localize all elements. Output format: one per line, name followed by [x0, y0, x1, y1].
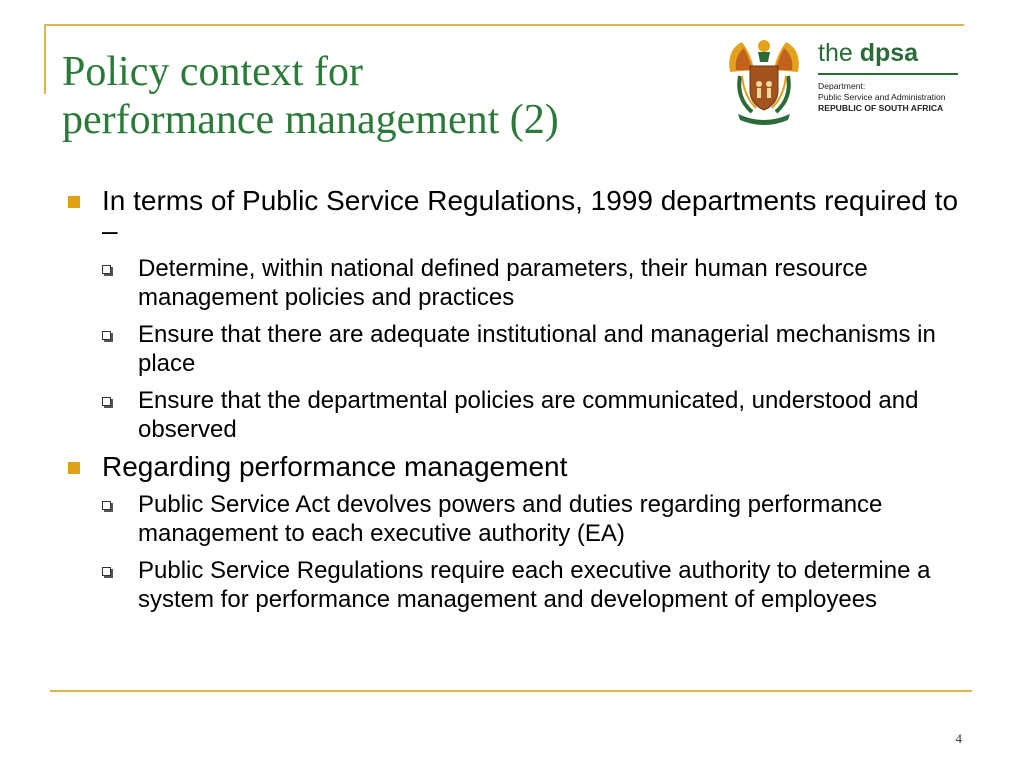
slide-content: [62, 186, 970, 622]
brand-line-psa: Public Service and Administration: [818, 92, 946, 102]
hollow-square-bullet-icon: [102, 265, 111, 274]
brand-prefix: the: [818, 39, 860, 67]
sub-bullet-item: [102, 386, 970, 444]
sub-bullet-item: [102, 490, 970, 548]
slide-title-line-1: Policy context for: [62, 49, 363, 95]
hollow-square-bullet-icon: [102, 567, 111, 576]
sub-bullet-item: [102, 556, 970, 614]
brand-name: [818, 38, 958, 68]
sub-bullet-item: [102, 254, 970, 312]
top-accent-rule: [44, 24, 964, 26]
square-bullet-icon: [68, 462, 80, 474]
brand-rule: [818, 73, 958, 75]
left-accent-rule: [44, 24, 46, 94]
sub-bullet-text: Ensure that there are adequate institutional and managerial mechanisms in place: [138, 321, 936, 377]
sub-bullet-text: Determine, within national defined parameters, their human resource management policies and practices: [138, 255, 868, 311]
bottom-accent-rule: [50, 690, 972, 692]
sub-bullet-text: Public Service Act devolves powers and duties regarding performance management to each executive authority (EA): [138, 491, 883, 547]
bullet-text: Regarding performance management: [102, 451, 568, 482]
dpsa-brand: [818, 38, 958, 114]
slide-title: [62, 48, 559, 144]
sub-bullet-text: Public Service Regulations require each executive authority to determine a system for performance management and development of employees: [138, 557, 931, 613]
bullet-item: [62, 452, 970, 614]
bullet-text: In terms of Public Service Regulations, 1999 departments required to –: [102, 185, 959, 246]
brand-line-department: Department:: [818, 81, 866, 91]
coat-of-arms-icon: [722, 32, 806, 128]
hollow-square-bullet-icon: [102, 397, 111, 406]
brand-line-country: REPUBLIC OF SOUTH AFRICA: [818, 103, 944, 113]
bullet-item: [62, 186, 970, 444]
slide-title-line-2: performance management (2): [62, 97, 559, 143]
square-bullet-icon: [68, 196, 80, 208]
page-number: 4: [955, 731, 962, 746]
sub-bullet-item: [102, 320, 970, 378]
hollow-square-bullet-icon: [102, 501, 111, 510]
sub-bullet-list: [102, 254, 970, 444]
sub-bullet-text: Ensure that the departmental policies are communicated, understood and observed: [138, 387, 919, 443]
hollow-square-bullet-icon: [102, 331, 111, 340]
brand-bold: dpsa: [859, 39, 919, 67]
dpsa-logo: [722, 32, 967, 132]
sub-bullet-list: [102, 490, 970, 614]
